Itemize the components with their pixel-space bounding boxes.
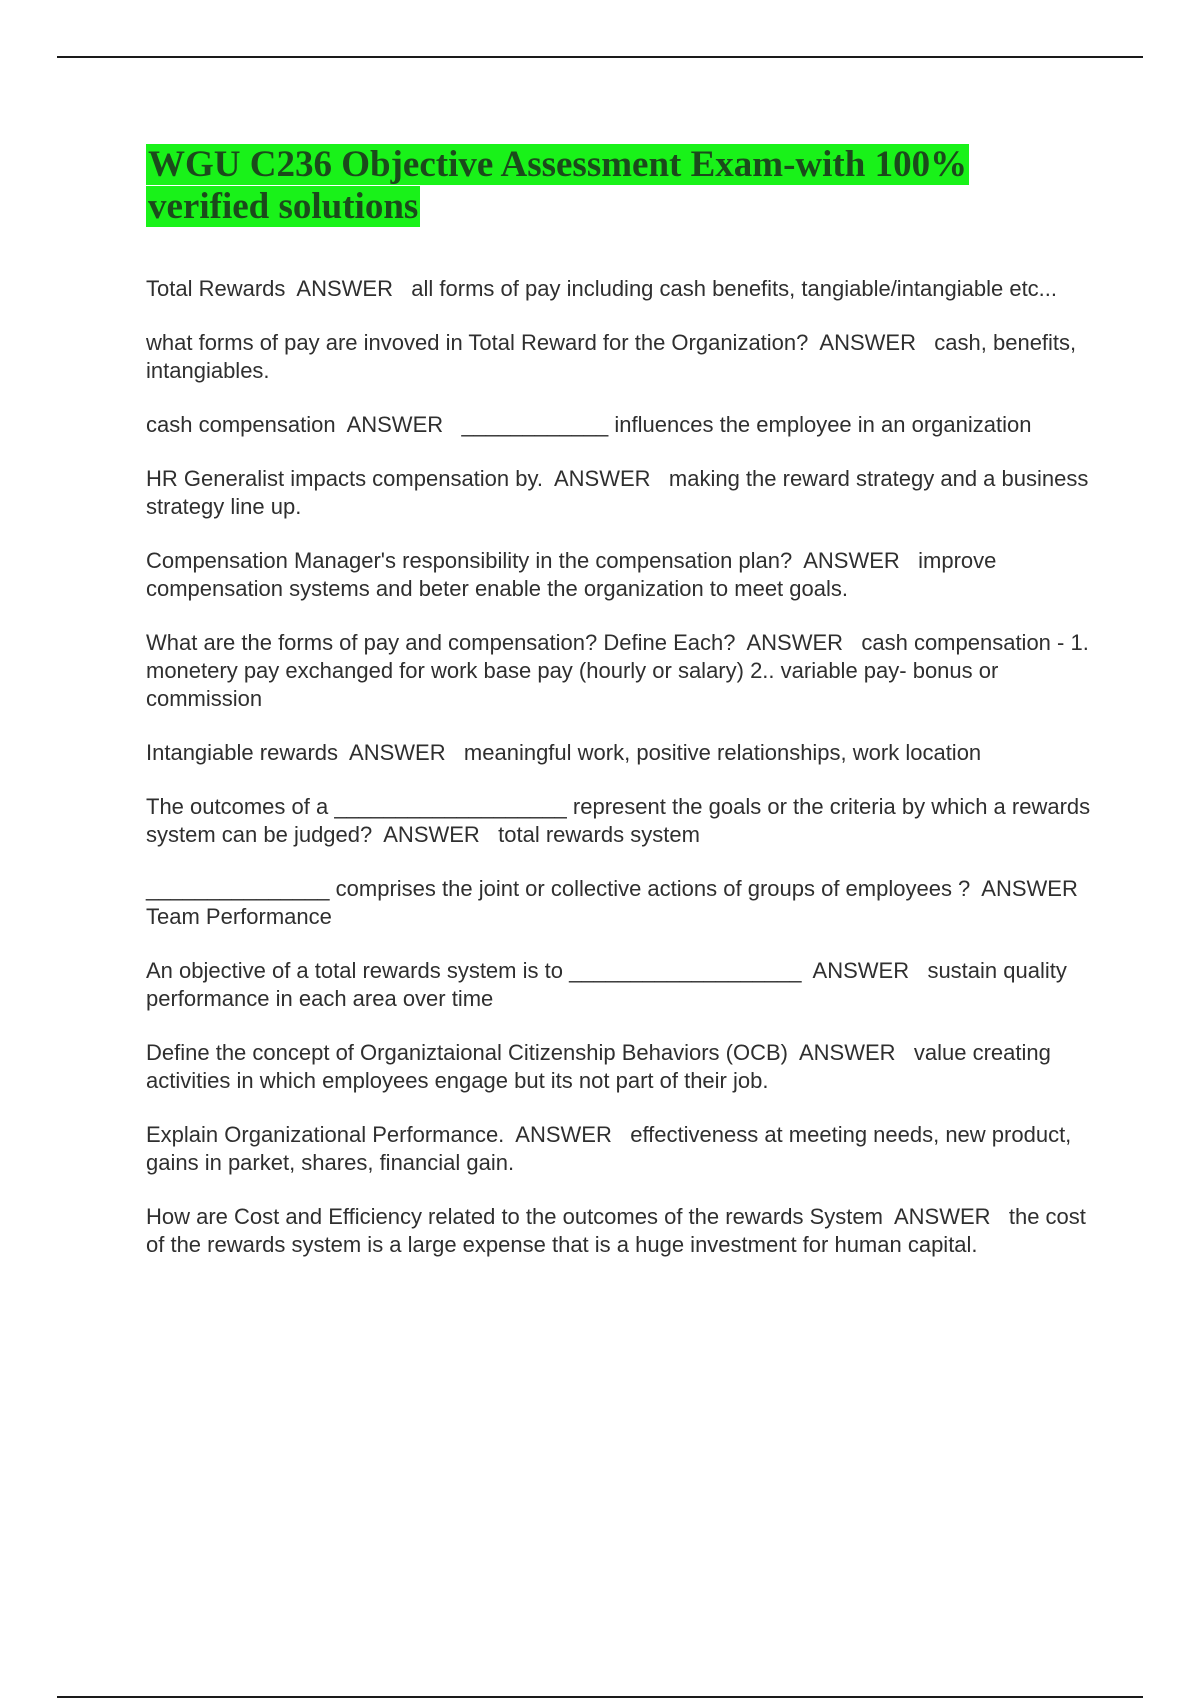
qa-entry-hr-generalist: HR Generalist impacts compensation by. ANSWER making the reward strategy and a business strategy line up. [146, 466, 1095, 519]
qa-entry-compensation-manager: Compensation Manager's responsibility in the compensation plan? ANSWER improve compensation systems and beter enable the organization to meet goals. [146, 548, 1003, 601]
qa-entry-ocb: Define the concept of Organiztaional Citizenship Behaviors (OCB) ANSWER value creating activities in which employees engage but its not part of their job. [146, 1040, 1057, 1093]
qa-entry-cash-compensation: cash compensation ANSWER ____________ influences the employee in an organization [146, 412, 1032, 437]
top-rule [57, 56, 1143, 58]
document-body [146, 144, 1096, 1285]
qa-entry-total-rewards: Total Rewards ANSWER all forms of pay including cash benefits, tangiable/intangiable etc... [146, 276, 1058, 301]
qa-entry-forms-of-pay-total-reward: what forms of pay are invoved in Total Reward for the Organization? ANSWER cash, benefits, intangiables. [146, 330, 1083, 383]
document-title [146, 144, 986, 228]
title-highlight: WGU C236 Objective Assessment Exam-with 100% verified solutions [148, 144, 968, 227]
qa-entry-objective-total-rewards: An objective of a total rewards system is to ___________________ ANSWER sustain quality performance in each area over time [146, 958, 1073, 1011]
qa-entry-team-performance: _______________ comprises the joint or collective actions of groups of employees ? ANSWER Team Performance [146, 876, 1096, 929]
qa-entry-cost-efficiency: How are Cost and Efficiency related to the outcomes of the rewards System ANSWER the cost of the rewards system is a large expense that is a huge investment for human capital. [146, 1204, 1093, 1257]
qa-entry-forms-of-pay-define: What are the forms of pay and compensation? Define Each? ANSWER cash compensation - 1. monetery pay exchanged for work base pay (hourly or salary) 2.. variable pay- bonus or commission [146, 630, 1095, 711]
qa-entry-organizational-performance: Explain Organizational Performance. ANSWER effectiveness at meeting needs, new product, gains in parket, shares, financial gain. [146, 1122, 1078, 1175]
bottom-rule [57, 1696, 1143, 1698]
qa-entry-intangiable-rewards: Intangiable rewards ANSWER meaningful work, positive relationships, work location [146, 740, 982, 765]
qa-list [146, 275, 1096, 1259]
qa-entry-outcomes-goals: The outcomes of a ___________________ represent the goals or the criteria by which a rewards system can be judged? ANSWER total rewards system [146, 794, 1097, 847]
